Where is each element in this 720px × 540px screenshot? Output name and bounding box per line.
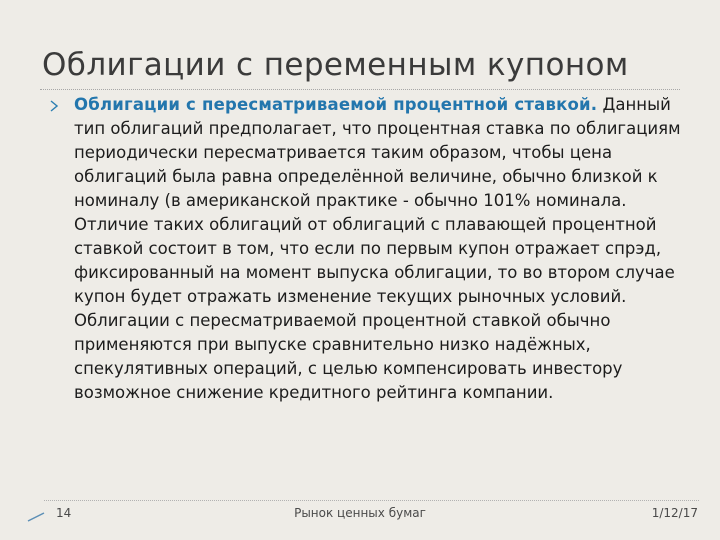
footer-date: 1/12/17	[651, 506, 698, 520]
footer-title: Рынок ценных бумаг	[294, 506, 426, 520]
slide-title: Облигации с переменным купоном	[42, 47, 629, 83]
bullet-lead-text: Облигации с пересматриваемой процентной ставкой.	[74, 95, 598, 114]
arrow-bullet-icon	[50, 100, 58, 112]
footer-divider	[44, 500, 699, 501]
page-number: 14	[56, 506, 72, 520]
bullet-body-text: Данный тип облигаций предполагает, что процентная ставка по облигациям периодически пересматривается таким образом, чтобы цена облигаций была равна определённой величине, обычно близкой к номиналу (в американской практике - обычно 101% номинала. Отличие таких облигаций от облигаций с плавающей процентной ставкой состоит в том, что если по первым купон отражает спрэд, фиксированный на момент выпуска облигации, то во втором случае купон будет отражать изменение текущих рыночных условий. Облигации с пересматриваемой процентной ставкой обычно применяются при выпуске сравнительно низко надёжных, спекулятивных операций, с целью компенсировать инвестору возможное снижение кредитного рейтинга компании.	[74, 95, 681, 402]
footer-accent-icon	[24, 507, 48, 517]
bullet-paragraph	[74, 93, 692, 405]
title-divider	[40, 89, 680, 90]
